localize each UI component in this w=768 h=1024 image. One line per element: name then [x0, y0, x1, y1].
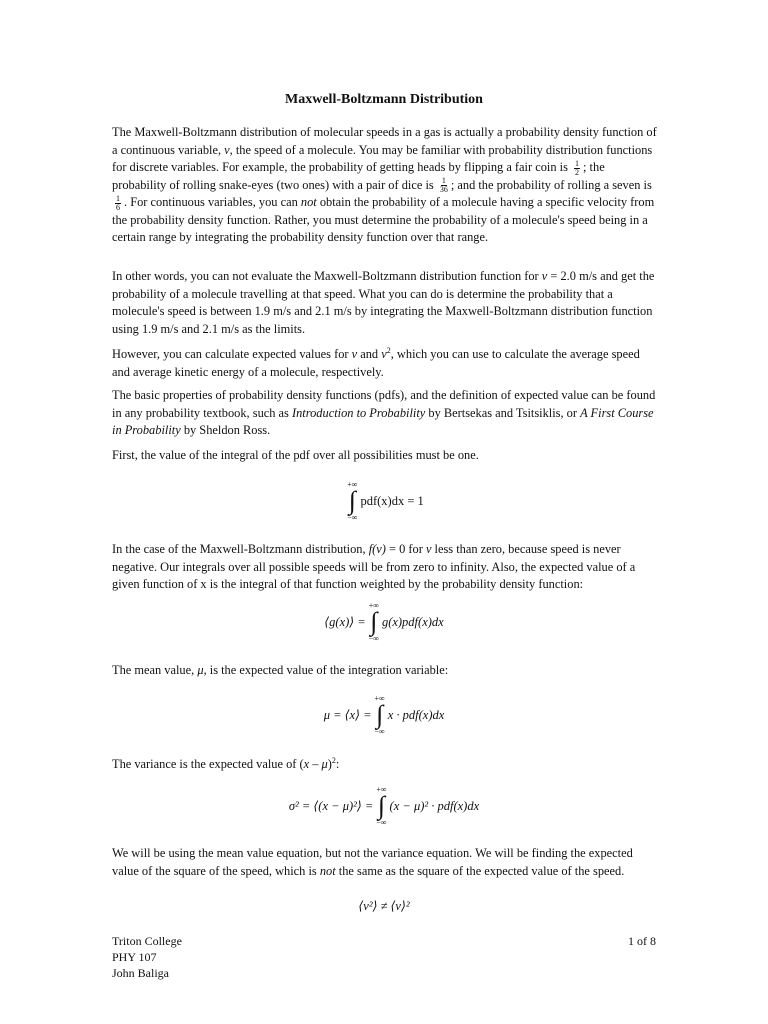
integral-sign [347, 480, 357, 522]
text-run: by Sheldon Ross. [180, 423, 271, 437]
symbol-mu: μ [197, 663, 204, 677]
text-run: The mean value, [112, 663, 198, 677]
equation-body: ⟨v²⟩ ≠ ⟨v⟩² [358, 899, 410, 913]
text-run: The basic properties of probability density functions (pdfs), and the definition of expected value can be found in any probability textbook, such as [112, 388, 656, 420]
document-title: Maxwell-Boltzmann Distribution [285, 92, 483, 107]
paragraph-mean-value-use [112, 845, 658, 880]
text-run: , which you can use to calculate the average speed and average kinetic energy of a molecule, respectively. [112, 347, 640, 379]
lower-limit: −∞ [376, 818, 387, 827]
symbol-mu: μ [321, 757, 328, 772]
upper-limit: +∞ [368, 601, 379, 610]
equation-mean [0, 691, 768, 739]
equation-body: x · pdf(x)dx [387, 707, 445, 722]
variable-v: v [224, 142, 230, 157]
equation-inequality [0, 892, 768, 920]
footer-author-block [112, 933, 182, 981]
function-f-of-v: f(v) [368, 542, 386, 556]
text-run: = 2.0 m/s and get the probability of a molecule travelling at that speed. What you can do is determine the probability that a molecule's speed is between 1.9 m/s and 2.1 m/s by integrating the Maxwell-Boltzmann distribution function using 1.9 m/s and 2.1 m/s as the limits. [112, 269, 655, 336]
text-run: ) [327, 757, 332, 772]
equation-variance [0, 782, 768, 830]
fraction-one-half [574, 160, 580, 177]
paragraph-mean [112, 662, 658, 680]
equation-body: pdf(x)dx = 1 [360, 493, 424, 508]
text-run: . For continuous variables, you can [124, 195, 301, 210]
fraction-denominator: 2 [575, 167, 580, 177]
equation-body: g(x)pdf(x)dx [381, 614, 444, 629]
superscript: 2 [331, 756, 336, 765]
fraction-numerator: 1 [575, 158, 580, 168]
text-run: and [357, 347, 382, 362]
variable-x: x [303, 757, 310, 772]
variable-v: v [541, 269, 548, 283]
paragraph-mb-case [112, 541, 658, 594]
integral-sign [369, 601, 379, 643]
text-run: ; the probability of rolling snake-eyes (two ones) with a pair of dice is [112, 160, 605, 192]
text-run: – [309, 757, 322, 772]
text-run: However, you can calculate expected values for [112, 347, 352, 362]
text-run: obtain the probability of a molecule having a specific velocity from the probability density function. Rather, you must determine the probability of a molecule's speed being in a certain range by integrating the probability density function over that range. [112, 195, 655, 245]
text-run: In the case of the Maxwell-Boltzmann distribution, [112, 542, 369, 556]
variable-v: v [351, 347, 358, 362]
emphasis-not: not [319, 863, 336, 878]
text-run: We will be using the mean value equation, but not the variance equation. We will be finding the expected value of the square of the speed, which is [112, 846, 633, 878]
footer-institution: Triton College [112, 934, 182, 948]
integral-sign [376, 785, 386, 827]
paragraph-intro [112, 124, 658, 247]
lower-limit: −∞ [368, 634, 379, 643]
integral-symbol: ∫ [376, 700, 384, 729]
variable-v: v [381, 347, 387, 362]
integral-symbol: ∫ [370, 607, 378, 636]
equation-expected-value [0, 598, 768, 646]
footer-page-number: 1 of 8 [628, 934, 656, 948]
integral-symbol: ∫ [348, 486, 356, 515]
fraction-denominator: 36 [439, 185, 448, 195]
book-title: Introduction to Probability [291, 405, 426, 420]
paragraph-variance [112, 752, 658, 774]
lower-limit: −∞ [374, 727, 385, 736]
superscript: 2 [386, 346, 391, 355]
upper-limit: +∞ [347, 480, 358, 489]
upper-limit: +∞ [376, 785, 387, 794]
variable-v: v [425, 542, 432, 556]
text-run: by Bertsekas and Tsitsiklis, or [425, 405, 581, 420]
text-run: , is the expected value of the integration variable: [203, 663, 449, 677]
emphasis-not: not [300, 195, 317, 210]
equation-lhs: ⟨g(x)⟩ = [324, 615, 366, 629]
equation-lhs: μ = ⟨x⟩ = [323, 708, 372, 722]
fraction-one-36th [440, 177, 448, 194]
paragraph-first: First, the value of the integral of the pdf over all possibilities must be one. [112, 448, 479, 462]
fraction-one-sixth [115, 195, 121, 212]
text-run: : [335, 757, 340, 772]
integral-sign [375, 694, 385, 736]
text-run: The Maxwell-Boltzmann distribution of molecular speeds in a gas is actually a probability density function of a continuous variable, [112, 125, 657, 157]
paragraph-pdf-properties [112, 387, 658, 440]
footer-author: John Baliga [112, 966, 169, 980]
fraction-numerator: 1 [441, 176, 446, 186]
lower-limit: −∞ [347, 513, 358, 522]
equation-normalization [0, 477, 768, 525]
equation-body: (x − μ)² · pdf(x)dx [389, 798, 480, 813]
book-title: A First Course in Probability [112, 405, 654, 437]
text-run: ; and the probability of rolling a seven is [450, 177, 652, 192]
text-run: less than zero, because speed is never negative. Our integrals over all possible speeds will be from zero to infinity. Also, the expected value of a given function of x is the integral of that function weighted by the probability density function: [112, 542, 636, 591]
text-run: = 0 for [385, 542, 426, 556]
footer-course: PHY 107 [112, 950, 157, 964]
text-run: the same as the square of the expected value of the speed. [335, 863, 625, 878]
text-run: In other words, you can not evaluate the Maxwell-Boltzmann distribution function for [112, 269, 542, 283]
paragraph-expected-values [112, 342, 658, 381]
upper-limit: +∞ [374, 694, 385, 703]
text-run: , the speed of a molecule. You may be familiar with probability distribution functions for discrete variables. For example, the probability of getting heads by flipping a fair coin is [112, 142, 653, 174]
paragraph-other-words [112, 268, 658, 338]
fraction-denominator: 6 [116, 202, 120, 212]
integral-symbol: ∫ [377, 791, 385, 820]
fraction-numerator: 1 [116, 193, 120, 203]
text-run: The variance is the expected value of ( [112, 757, 304, 772]
equation-lhs: σ² = ⟨(x − μ)²⟩ = [288, 799, 374, 813]
